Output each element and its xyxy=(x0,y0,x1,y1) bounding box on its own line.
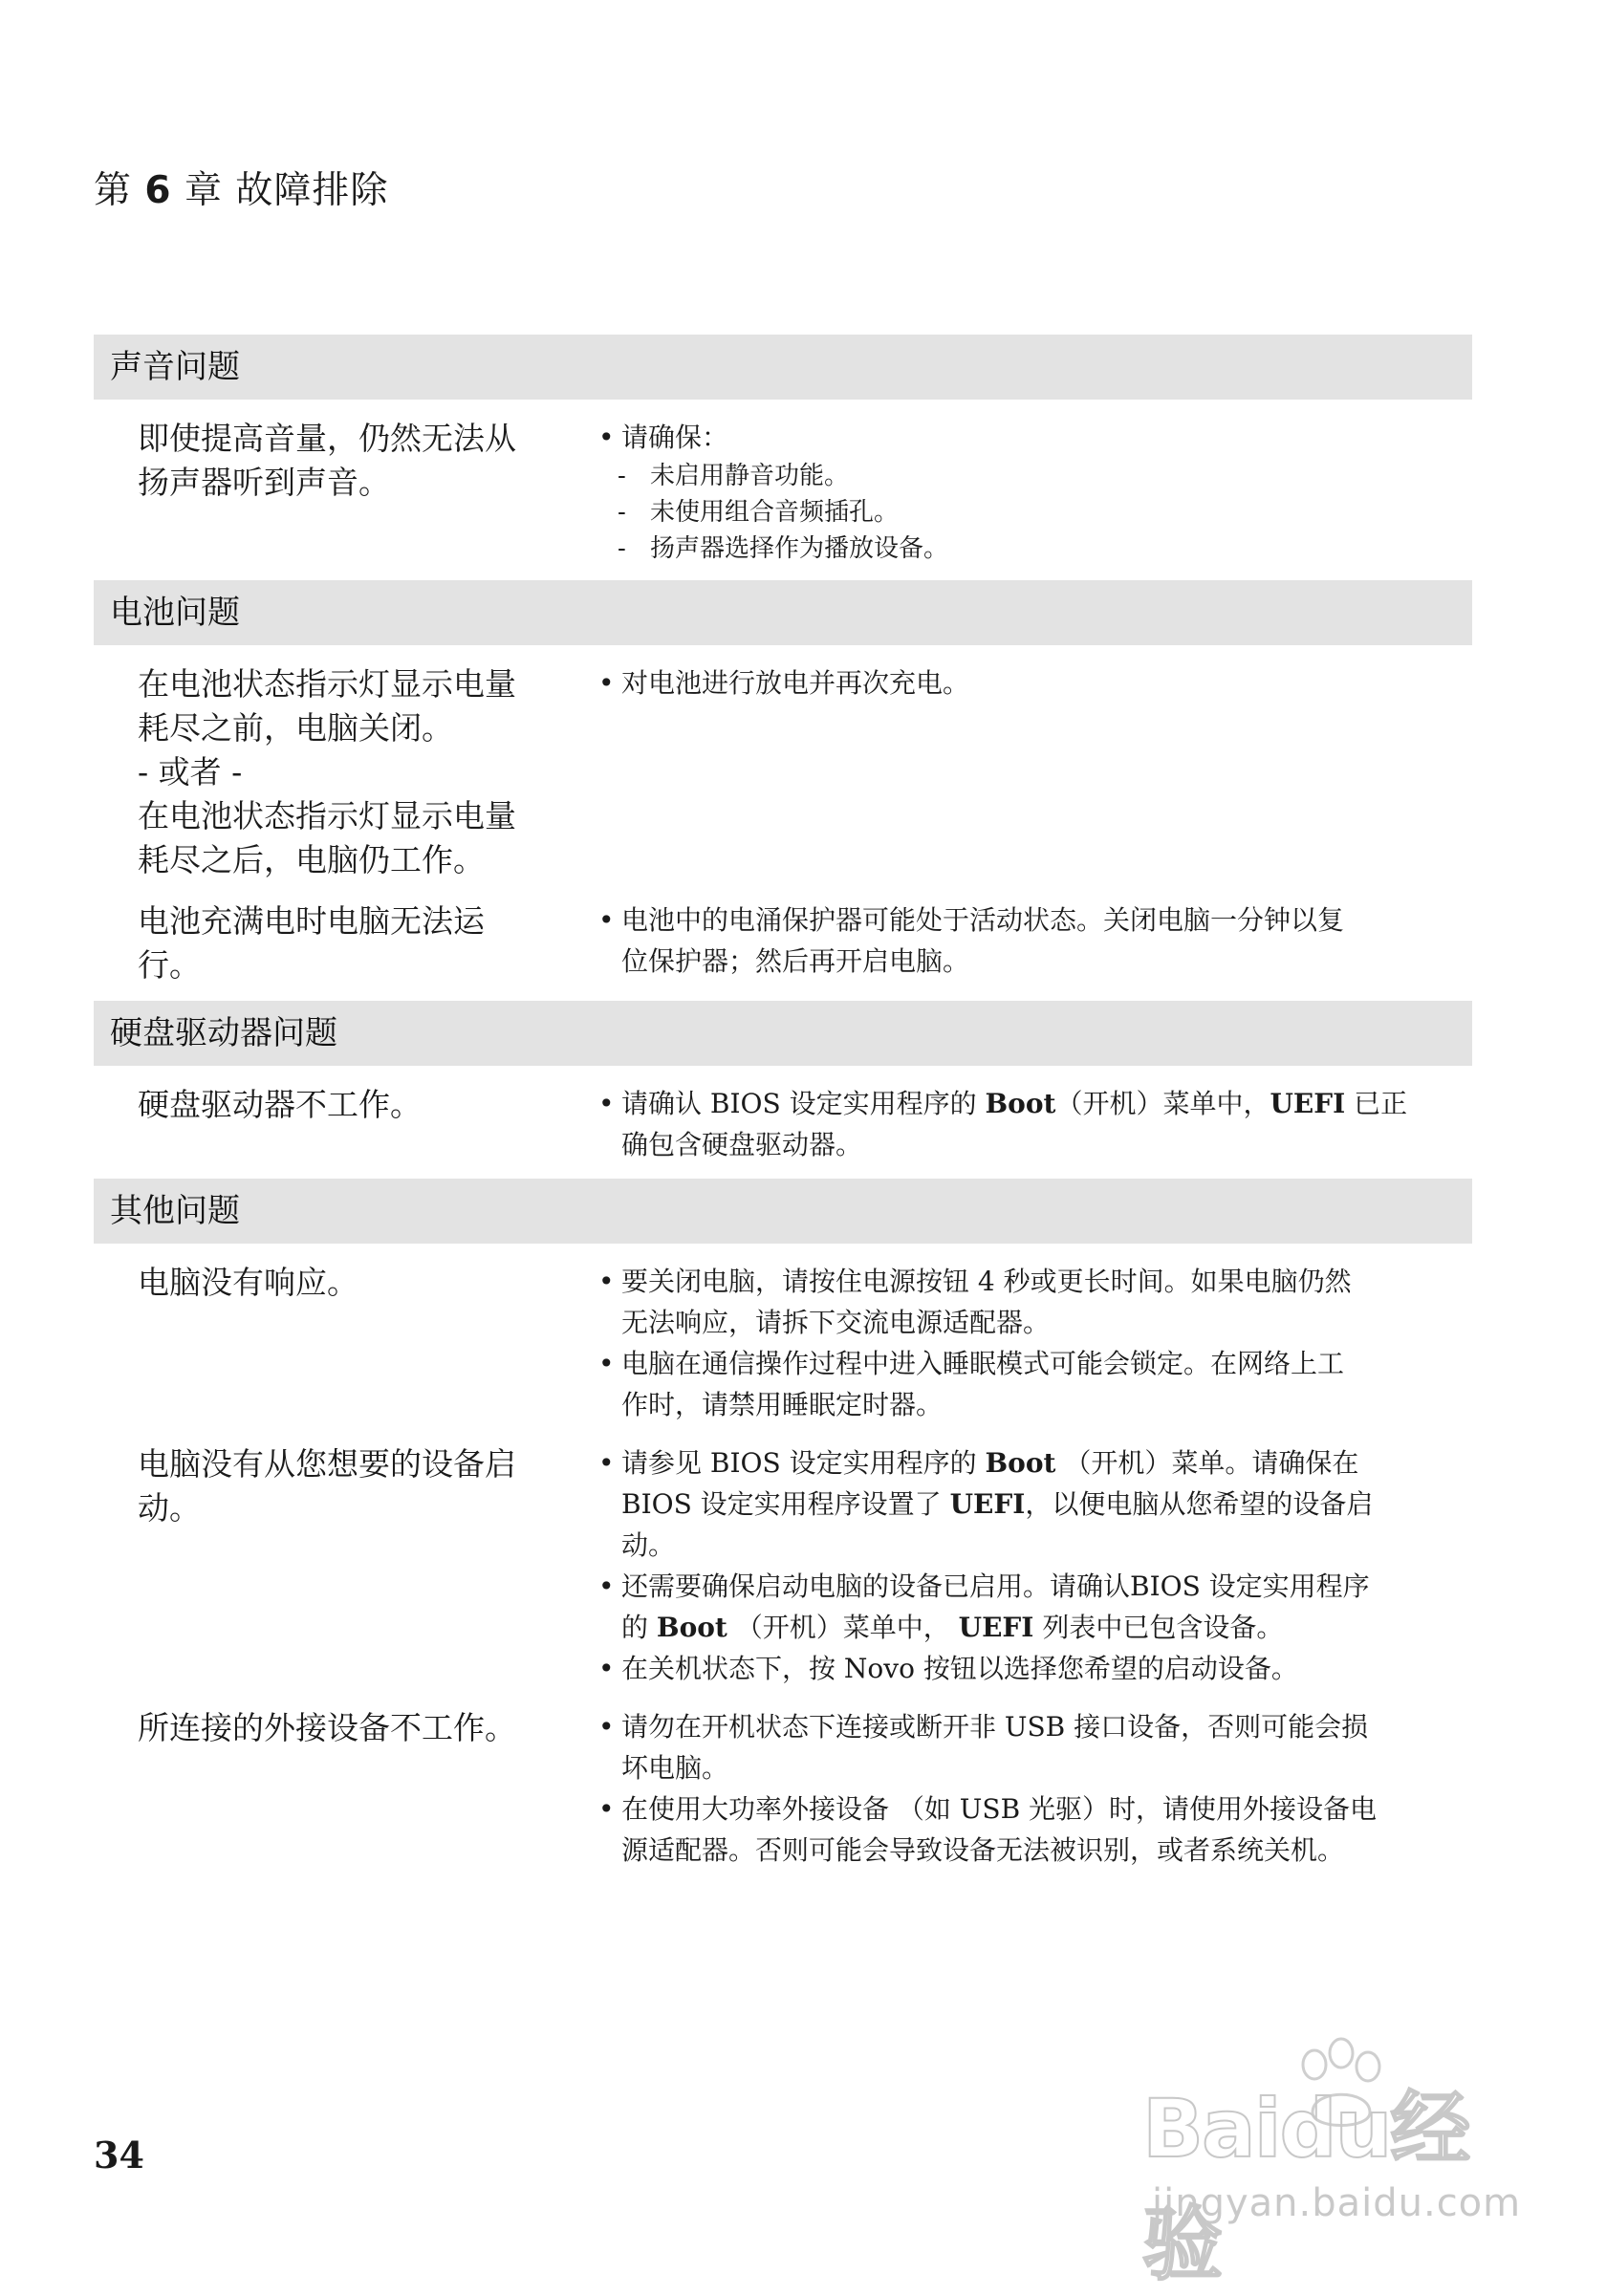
problem-description xyxy=(94,1706,574,1871)
watermark-url: jingyan.baidu.com xyxy=(1152,2181,1522,2225)
chapter-title xyxy=(94,161,388,214)
solution-item: • 请勿在开机状态下连接或断开非 USB 接口设备，否则可能会损 坏电脑。 xyxy=(597,1706,1466,1788)
problem-line: 在电池状态指示灯显示电量 xyxy=(138,797,516,834)
problem-description xyxy=(94,1261,574,1425)
watermark-logo: Baidu经验 xyxy=(1142,2082,1469,2291)
problem-line: 电脑没有从您想要的设备启 xyxy=(138,1445,516,1483)
table-row xyxy=(94,1244,1472,1439)
table-row xyxy=(94,1066,1472,1179)
problem-description xyxy=(94,1083,574,1165)
problem-line: 所连接的外接设备不工作。 xyxy=(138,1709,516,1746)
solution-subitem: - 未启用静音功能。 xyxy=(597,458,1466,494)
problem-description xyxy=(94,417,574,567)
solution-item: • 还需要确保启动电脑的设备已启用。请确认BIOS 设定实用程序 的 Boot （开机）菜单中， UEFI 列表中已包含设备。 xyxy=(597,1566,1466,1648)
solution-item: • 电池中的电涌保护器可能处于活动状态。关闭电脑一分钟以复 位保护器；然后再开启电脑。 xyxy=(597,899,1466,982)
section-header: 电池问题 xyxy=(94,580,1472,645)
section-header: 声音问题 xyxy=(94,335,1472,400)
solution-item: • 请参见 BIOS 设定实用程序的 Boot （开机）菜单。请确保在 BIOS 设定实用程序设置了 UEFI，以便电脑从您希望的设备启 动。 xyxy=(597,1442,1466,1566)
solution-list xyxy=(574,1706,1466,1871)
problem-line: - 或者 - xyxy=(138,753,243,791)
problem-line: 动。 xyxy=(138,1489,201,1527)
solution-item: • 对电池进行放电并再次充电。 xyxy=(597,662,1466,704)
solution-item: • 在使用大功率外接设备 （如 USB 光驱）时，请使用外接设备电 源适配器。否则可能会导致设备无法被识别，或者系统关机。 xyxy=(597,1788,1466,1871)
problem-description xyxy=(94,662,574,882)
problem-line: 在电池状态指示灯显示电量 xyxy=(138,665,516,703)
problem-line: 即使提高音量，仍然无法从 xyxy=(138,420,516,457)
solution-subitem: - 未使用组合音频插孔。 xyxy=(597,494,1466,531)
solution-list xyxy=(574,1261,1466,1425)
solution-item: • 要关闭电脑，请按住电源按钮 4 秒或更长时间。如果电脑仍然 无法响应，请拆下交流电源适配器。 xyxy=(597,1261,1466,1343)
problem-description xyxy=(94,1442,574,1689)
section-header: 其他问题 xyxy=(94,1179,1472,1244)
solution-item: • 请确保： xyxy=(597,417,1466,458)
problem-line: 行。 xyxy=(138,946,201,984)
chapter-prefix: 第 xyxy=(94,169,133,212)
problem-line: 电池充满电时电脑无法运 xyxy=(138,902,485,940)
solution-list xyxy=(574,662,1466,882)
problem-line: 耗尽之后，电脑仍工作。 xyxy=(138,841,485,878)
solution-list xyxy=(574,899,1466,987)
table-row xyxy=(94,1702,1472,1884)
problem-line: 电脑没有响应。 xyxy=(138,1264,358,1301)
chapter-number: 6 xyxy=(144,169,172,212)
solution-item: • 在关机状态下，按 Novo 按钮以选择您希望的启动设备。 xyxy=(597,1648,1466,1689)
solution-list xyxy=(574,417,1466,567)
table-row xyxy=(94,1439,1472,1702)
problem-line: 扬声器听到声音。 xyxy=(138,464,390,501)
solution-list xyxy=(574,1083,1466,1165)
table-row xyxy=(94,645,1472,896)
problem-description xyxy=(94,899,574,987)
page-number: 34 xyxy=(94,2134,144,2177)
solution-item: • 电脑在通信操作过程中进入睡眠模式可能会锁定。在网络上工 作时，请禁用睡眠定时器。 xyxy=(597,1343,1466,1425)
chapter-name: 章 故障排除 xyxy=(184,169,389,212)
watermark xyxy=(1142,2036,1544,2291)
table-row xyxy=(94,896,1472,1001)
troubleshooting-table xyxy=(94,335,1472,1884)
solution-item: • 请确认 BIOS 设定实用程序的 Boot（开机）菜单中，UEFI 已正 确包含硬盘驱动器。 xyxy=(597,1083,1466,1165)
section-header: 硬盘驱动器问题 xyxy=(94,1001,1472,1066)
problem-line: 耗尽之前，电脑关闭。 xyxy=(138,709,453,747)
problem-line: 硬盘驱动器不工作。 xyxy=(138,1086,422,1123)
table-row xyxy=(94,400,1472,580)
solution-subitem: - 扬声器选择作为播放设备。 xyxy=(597,531,1466,567)
solution-list xyxy=(574,1442,1466,1689)
